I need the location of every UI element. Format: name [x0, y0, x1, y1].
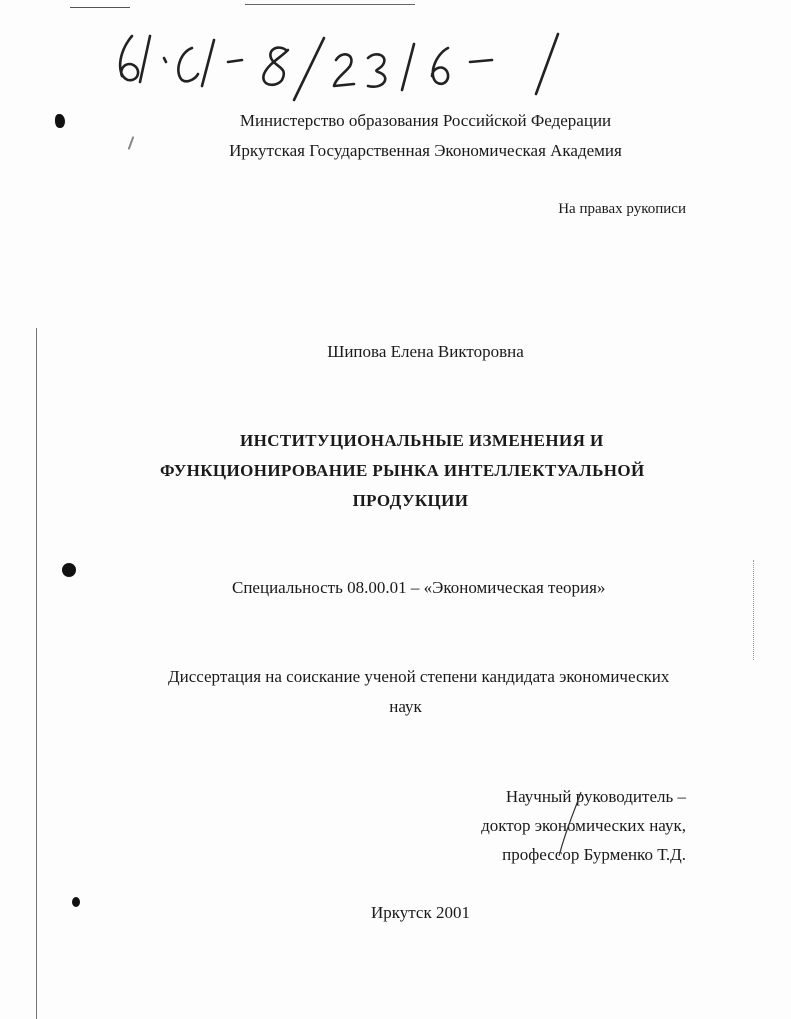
handwritten-code-drawing [110, 14, 580, 104]
dissertation-title-line-2: ФУНКЦИОНИРОВАНИЕ РЫНКА ИНТЕЛЛЕКТУАЛЬНОЙ [160, 461, 645, 480]
city-and-year: Иркутск 2001 [371, 903, 470, 922]
ministry-name: Министерство образования Российской Федерации [239, 111, 612, 130]
dissertation-degree-line-2: наук [389, 697, 422, 716]
scan-artifact-dotted-line [753, 560, 755, 660]
specialty: Специальность 08.00.01 – «Экономическая теория» [232, 578, 606, 597]
author-name: Шипова Елена Викторовна [327, 342, 524, 361]
supervisor-line-1: Научный руководитель – [505, 787, 686, 806]
scan-artifact-line [245, 4, 415, 5]
dissertation-degree-line-1: Диссертация на соискание ученой степени кандидата экономических [168, 667, 670, 686]
pen-stroke-mark [555, 790, 585, 860]
handwritten-archive-code [110, 14, 580, 104]
academy-name: Иркутская Государственная Экономическая Академия [229, 141, 622, 160]
supervisor-line-3: профессор Бурменко Т.Д. [502, 845, 686, 864]
rights-note: На правах рукописи [558, 201, 686, 217]
dissertation-title-line-3: ПРОДУКЦИИ [352, 491, 469, 510]
scan-speck [62, 563, 76, 577]
scan-artifact-line [70, 7, 130, 8]
dissertation-title-line-1: ИНСТИТУЦИОНАЛЬНЫЕ ИЗМЕНЕНИЯ И [240, 431, 604, 450]
supervisor-line-2: доктор экономических наук, [481, 816, 686, 835]
